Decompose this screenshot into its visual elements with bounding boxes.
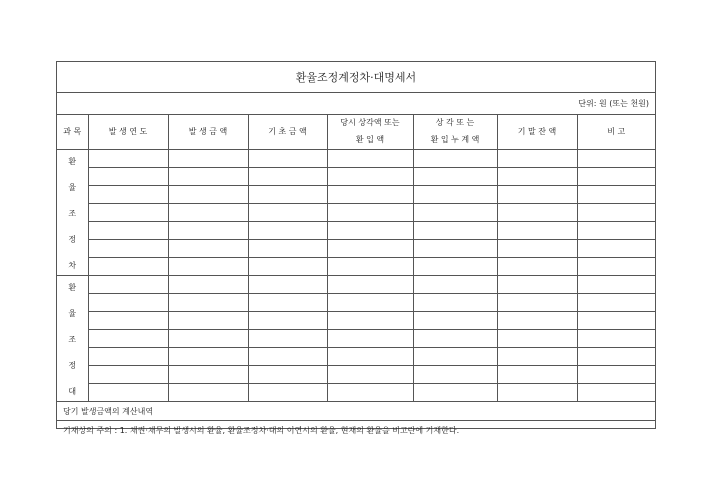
table-cell[interactable] [327,150,413,168]
table-cell[interactable] [577,312,655,330]
table-cell[interactable] [168,276,248,294]
table-cell[interactable] [577,258,655,276]
ledger-table [57,114,655,439]
debit-label-char: 율 [68,183,77,192]
table-cell[interactable] [497,330,577,348]
calc-note[interactable]: 당기 발생금액의 계산내역 [57,402,655,421]
table-cell[interactable] [413,312,497,330]
table-cell[interactable] [88,204,168,222]
table-cell[interactable] [327,258,413,276]
header-end-balance: 기 말 잔 액 [497,114,577,150]
debit-label-char: 차 [68,261,77,270]
table-cell[interactable] [413,258,497,276]
table-cell[interactable] [88,258,168,276]
table-cell[interactable] [248,366,327,384]
table-cell[interactable] [168,384,248,402]
table-cell[interactable] [248,330,327,348]
table-cell[interactable] [248,186,327,204]
calc-note-row [57,402,655,421]
table-cell[interactable] [413,222,497,240]
table-cell[interactable] [248,384,327,402]
table-cell[interactable] [413,330,497,348]
header-subject: 과 목 [57,114,88,150]
credit-label-char: 조 [68,335,77,344]
table-cell[interactable] [497,186,577,204]
table-row [57,384,655,402]
form-title-text: 환율조정계정차·대명세서 [295,71,417,84]
table-cell[interactable] [497,240,577,258]
table-cell[interactable] [168,150,248,168]
table-cell[interactable] [497,258,577,276]
table-cell[interactable] [497,150,577,168]
table-cell[interactable] [88,330,168,348]
table-cell[interactable] [497,312,577,330]
header-cumulative [413,114,497,150]
table-cell[interactable] [577,276,655,294]
table-cell[interactable] [497,384,577,402]
table-cell[interactable] [497,294,577,312]
table-cell[interactable] [248,348,327,366]
credit-label-char: 율 [68,309,77,318]
table-cell[interactable] [497,348,577,366]
table-cell[interactable] [577,168,655,186]
table-cell[interactable] [168,204,248,222]
table-row [57,330,655,348]
table-cell[interactable] [497,366,577,384]
table-cell[interactable] [413,240,497,258]
table-cell[interactable] [248,258,327,276]
table-cell[interactable] [88,366,168,384]
table-row [57,258,655,276]
table-row [57,366,655,384]
credit-label-char: 정 [68,361,77,370]
table-cell[interactable] [327,204,413,222]
table-cell[interactable] [327,168,413,186]
debit-section-label [57,150,88,276]
table-cell[interactable] [327,330,413,348]
header-cum-line2: 환 입 누 계 액 [430,135,480,144]
header-occur-year: 발 생 연 도 [88,114,168,150]
table-cell[interactable] [327,384,413,402]
table-cell[interactable] [497,222,577,240]
credit-label-char: 대 [68,387,77,396]
table-cell[interactable] [577,186,655,204]
table-cell[interactable] [327,240,413,258]
table-cell[interactable] [413,150,497,168]
table-cell[interactable] [168,294,248,312]
header-occur-amount: 발 생 금 액 [168,114,248,150]
table-cell[interactable] [168,240,248,258]
debit-label-char: 환 [68,157,77,166]
table-cell[interactable] [248,222,327,240]
header-period-line1: 당시 상각액 또는 [340,118,400,127]
table-cell[interactable] [577,204,655,222]
table-cell[interactable] [413,348,497,366]
table-cell[interactable] [577,240,655,258]
table-cell[interactable] [168,330,248,348]
table-cell[interactable] [413,168,497,186]
table-cell[interactable] [168,312,248,330]
table-cell[interactable] [168,222,248,240]
table-cell[interactable] [248,150,327,168]
table-cell[interactable] [497,168,577,186]
table-cell[interactable] [88,168,168,186]
table-cell[interactable] [248,276,327,294]
table-cell[interactable] [577,366,655,384]
table-cell[interactable] [327,276,413,294]
table-cell[interactable] [88,294,168,312]
table-cell[interactable] [577,348,655,366]
debit-label-char: 정 [68,235,77,244]
table-cell[interactable] [88,348,168,366]
table-cell[interactable] [327,222,413,240]
table-cell[interactable] [248,240,327,258]
table-cell[interactable] [327,366,413,384]
statement-form [56,61,656,435]
table-cell[interactable] [577,330,655,348]
table-cell[interactable] [413,276,497,294]
table-cell[interactable] [497,204,577,222]
table-cell[interactable] [88,222,168,240]
table-row [57,186,655,204]
table-cell[interactable] [168,366,248,384]
table-cell[interactable] [577,384,655,402]
unit-label: 단위: 원 (또는 천원) [578,99,649,108]
header-remarks: 비 고 [577,114,655,150]
table-row [57,294,655,312]
table-cell[interactable] [327,312,413,330]
table-cell[interactable] [248,294,327,312]
table-cell[interactable] [327,348,413,366]
table-cell[interactable] [327,186,413,204]
table-cell[interactable] [88,150,168,168]
table-cell[interactable] [577,222,655,240]
table-cell[interactable] [168,258,248,276]
table-cell[interactable] [577,294,655,312]
header-row [57,114,655,150]
credit-section-label [57,276,88,402]
table-cell[interactable] [577,150,655,168]
table-cell[interactable] [88,276,168,294]
table-cell[interactable] [248,168,327,186]
table-cell[interactable] [88,186,168,204]
table-cell[interactable] [413,186,497,204]
table-row [57,150,655,168]
table-row [57,204,655,222]
table-cell[interactable] [88,384,168,402]
header-period-amount [327,114,413,150]
table-cell[interactable] [327,294,413,312]
table-cell[interactable] [88,312,168,330]
header-period-line2: 환 입 액 [355,135,385,144]
header-cum-line1: 상 각 또 는 [435,118,475,127]
header-base-amount: 기 초 금 액 [248,114,327,150]
table-cell[interactable] [413,294,497,312]
table-cell[interactable] [168,186,248,204]
table-cell[interactable] [168,168,248,186]
table-row [57,312,655,330]
credit-label-char: 환 [68,283,77,292]
table-row [57,222,655,240]
table-cell[interactable] [248,204,327,222]
table-cell[interactable] [413,384,497,402]
table-cell[interactable] [413,366,497,384]
table-row [57,276,655,294]
table-row [57,168,655,186]
footer-note-row [57,421,655,440]
unit-row [57,92,655,115]
debit-label-char: 조 [68,209,77,218]
table-cell[interactable] [168,348,248,366]
table-cell[interactable] [413,204,497,222]
table-row [57,348,655,366]
form-title [57,62,655,93]
table-cell[interactable] [88,240,168,258]
table-cell[interactable] [497,276,577,294]
footer-note: 기재상의 주의 : 1. 채권·채무의 발생시의 환율, 환율조정차·대의 이연시의 환율, 현재의 환율을 비고란에 기재한다. [57,421,655,440]
table-row [57,240,655,258]
table-cell[interactable] [248,312,327,330]
